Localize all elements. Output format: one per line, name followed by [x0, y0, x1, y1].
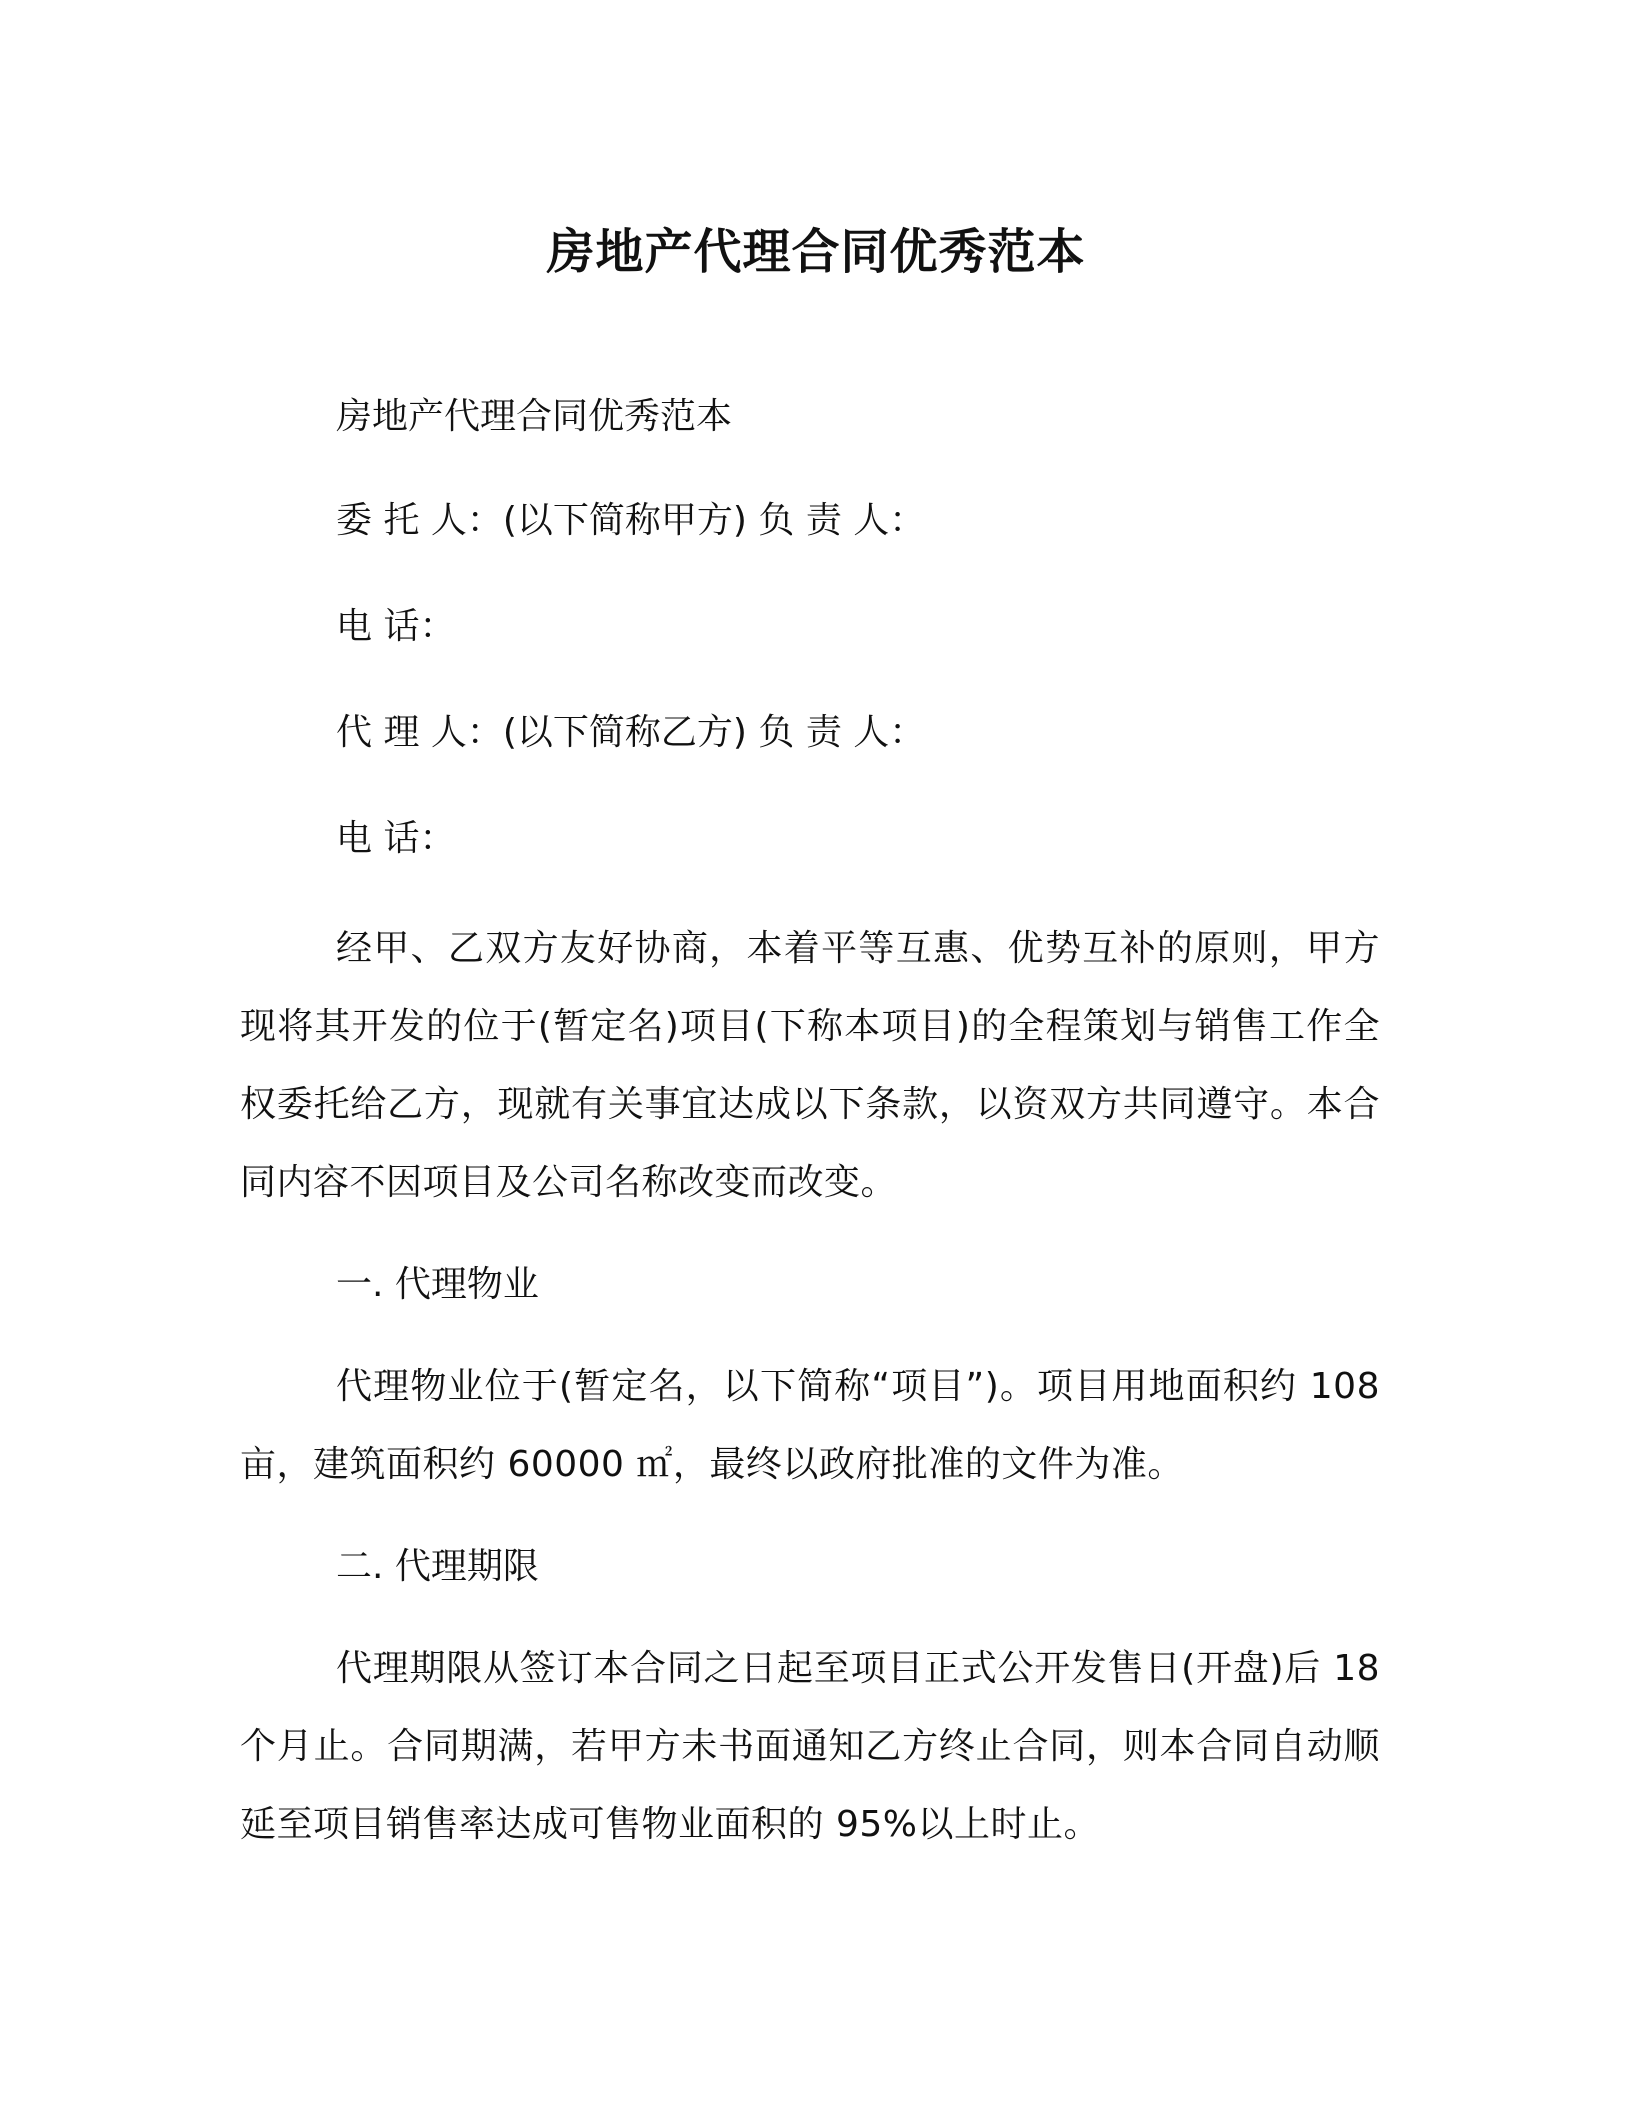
section-2-heading: 二. 代理期限: [336, 1546, 539, 1587]
party-a-phone: 电 话：: [336, 606, 456, 647]
party-b-line: 代 理 人：(以下简称乙方) 负 责 人：: [336, 712, 926, 753]
party-a-line: 委 托 人：(以下简称甲方) 负 责 人：: [336, 500, 926, 541]
party-b-phone: 电 话：: [336, 818, 456, 859]
section-1-heading: 一. 代理物业: [336, 1264, 539, 1305]
section-2-text: 代理期限从签订本合同之日起至项目正式公开发售日(开盘)后 18 个月止。合同期满，若甲方未书面通知乙方终止合同，则本合同自动顺延至项目销售率达成可售物业面积的 95%以上时止。: [240, 1648, 1380, 1845]
document-subtitle: 房地产代理合同优秀范本: [336, 396, 733, 437]
intro-paragraph: 经甲、乙双方友好协商，本着平等互惠、优势互补的原则，甲方现将其开发的位于(暂定名)项目(下称本项目)的全程策划与销售工作全权委托给乙方，现就有关事宜达成以下条款，以资双方共同遵守。本合同内容不因项目及公司名称改变而改变。: [240, 928, 1380, 1203]
document-body: [240, 392, 1380, 1864]
document-title: 房地产代理合同优秀范本: [546, 224, 1086, 280]
section-1-text: 代理物业位于(暂定名，以下简称“项目”)。项目用地面积约 108 亩，建筑面积约 60000 ㎡，最终以政府批准的文件为准。: [240, 1366, 1380, 1485]
